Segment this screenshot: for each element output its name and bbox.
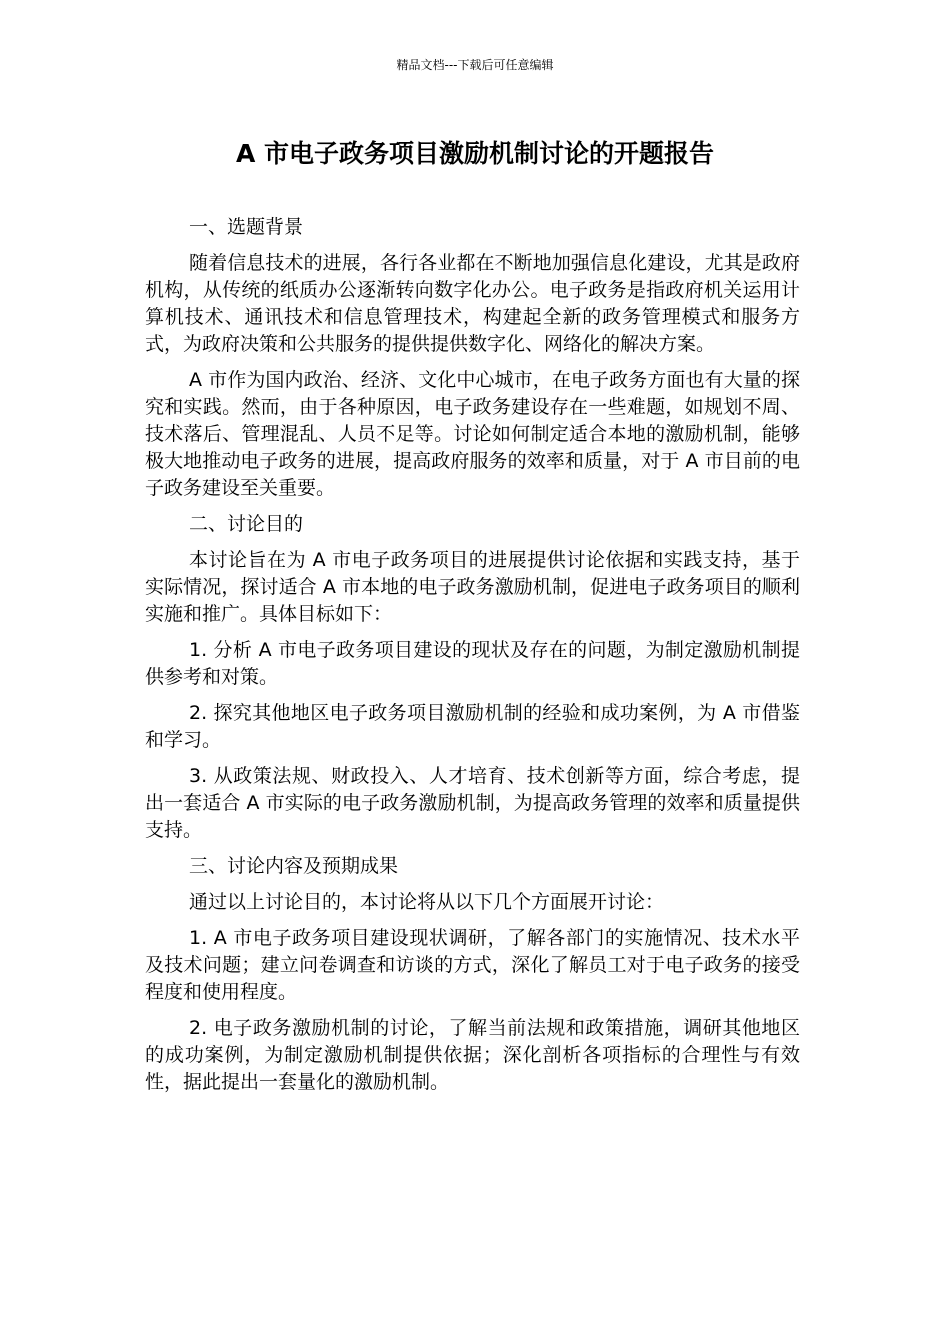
list-item-purpose-2: 2. 探究其他地区电子政务项目激励机制的经验和成功案例，为 A 市借鉴和学习。 [145, 702, 800, 751]
paragraph-background-1: 随着信息技术的进展，各行各业都在不断地加强信息化建设，尤其是政府机构，从传统的纸质办公逐渐转向数字化办公。电子政务是指政府机关运用计算机技术、通讯技术和信息管理技术，构建起全新的政务管理模式和服务方式，为政府决策和公共服务的提供提供数字化、网络化的解决方案。 [145, 252, 800, 355]
paragraph-purpose-intro: 本讨论旨在为 A 市电子政务项目的进展提供讨论依据和实践支持，基于实际情况，探讨适合 A 市本地的电子政务激励机制，促进电子政务项目的顺利实施和推广。具体目标如下： [145, 549, 800, 625]
document-title: A 市电子政务项目激励机制讨论的开题报告 [235, 139, 715, 168]
section-heading-purpose: 二、讨论目的 [189, 513, 304, 535]
page-header: 精品文档---下载后可任意编辑 [396, 58, 554, 72]
list-item-purpose-1: 1. 分析 A 市电子政务项目建设的现状及存在的问题，为制定激励机制提供参考和对策。 [145, 639, 800, 688]
document-body [145, 214, 800, 1105]
paragraph-background-2: A 市作为国内政治、经济、文化中心城市，在电子政务方面也有大量的探究和实践。然而，由于各种原因，电子政务建设存在一些难题，如规划不周、技术落后、管理混乱、人员不足等。讨论如何制定适合本地的激励机制，能够极大地推动电子政务的进展，提高政府服务的效率和质量，对于 A 市目前的电子政务建设至关重要。 [145, 369, 800, 499]
paragraph-content-intro: 通过以上讨论目的，本讨论将从以下几个方面展开讨论： [189, 891, 665, 913]
section-heading-content: 三、讨论内容及预期成果 [189, 855, 399, 877]
list-item-content-1: 1. A 市电子政务项目建设现状调研，了解各部门的实施情况、技术水平及技术问题；建立问卷调查和访谈的方式，深化了解员工对于电子政务的接受程度和使用程度。 [145, 927, 800, 1003]
section-heading-background: 一、选题背景 [189, 216, 304, 238]
list-item-purpose-3: 3. 从政策法规、财政投入、人才培育、技术创新等方面，综合考虑，提出一套适合 A 市实际的电子政务激励机制，为提高政务管理的效率和质量提供支持。 [145, 765, 800, 841]
list-item-content-2: 2. 电子政务激励机制的讨论，了解当前法规和政策措施，调研其他地区的成功案例，为制定激励机制提供依据；深化剖析各项指标的合理性与有效性，据此提出一套量化的激励机制。 [145, 1017, 800, 1093]
